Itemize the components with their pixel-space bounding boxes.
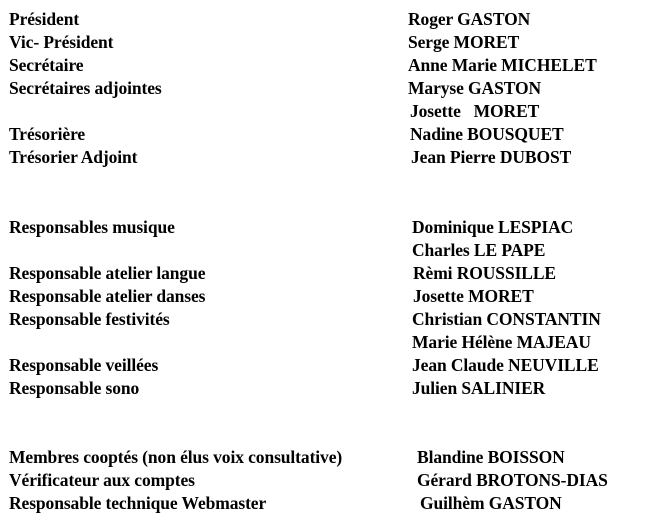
name-festivities-2: Marie Hélène MAJEAU bbox=[412, 332, 591, 352]
name-dance-workshop: Josette MORET bbox=[413, 286, 534, 306]
name-auditor: Gérard BROTONS-DIAS bbox=[417, 470, 608, 490]
name-secretary: Anne Marie MICHELET bbox=[408, 55, 597, 75]
role-assistant-treasurer: Trésorier Adjoint bbox=[9, 147, 138, 167]
role-auditor: Vérificateur aux comptes bbox=[9, 470, 195, 490]
role-dance-workshop: Responsable atelier danses bbox=[9, 286, 206, 306]
role-evenings: Responsable veillées bbox=[9, 355, 159, 375]
name-music-lead-1: Dominique LESPIAC bbox=[412, 217, 574, 237]
name-sound: Julien SALINIER bbox=[412, 378, 546, 398]
role-secretary: Secrétaire bbox=[9, 55, 84, 75]
name-president: Roger GASTON bbox=[408, 9, 531, 29]
name-vice-president: Serge MORET bbox=[408, 32, 520, 52]
name-evenings: Jean Claude NEUVILLE bbox=[412, 355, 599, 375]
name-treasurer: Nadine BOUSQUET bbox=[410, 124, 564, 144]
role-sound: Responsable sono bbox=[9, 378, 140, 398]
role-treasurer: Trésorière bbox=[9, 124, 86, 144]
name-music-lead-2: Charles LE PAPE bbox=[412, 240, 546, 260]
role-vice-president: Vic- Président bbox=[9, 32, 114, 52]
role-music-leads: Responsables musique bbox=[9, 217, 175, 237]
role-president: Président bbox=[9, 9, 80, 29]
name-co-opted-member: Blandine BOISSON bbox=[417, 447, 565, 467]
role-festivities: Responsable festivités bbox=[9, 309, 170, 329]
name-festivities-1: Christian CONSTANTIN bbox=[412, 309, 601, 329]
name-assistant-secretary-1: Maryse GASTON bbox=[408, 78, 542, 98]
role-assistant-secretaries: Secrétaires adjointes bbox=[9, 78, 162, 98]
role-language-workshop: Responsable atelier langue bbox=[9, 263, 206, 283]
role-co-opted-members: Membres cooptés (non élus voix consultative) bbox=[9, 447, 343, 467]
name-assistant-treasurer: Jean Pierre DUBOST bbox=[411, 147, 572, 167]
name-webmaster: Guilhèm GASTON bbox=[420, 493, 562, 513]
role-webmaster: Responsable technique Webmaster bbox=[9, 493, 267, 513]
name-assistant-secretary-2: Josette MORET bbox=[410, 101, 540, 121]
name-language-workshop: Rèmi ROUSSILLE bbox=[413, 263, 557, 283]
